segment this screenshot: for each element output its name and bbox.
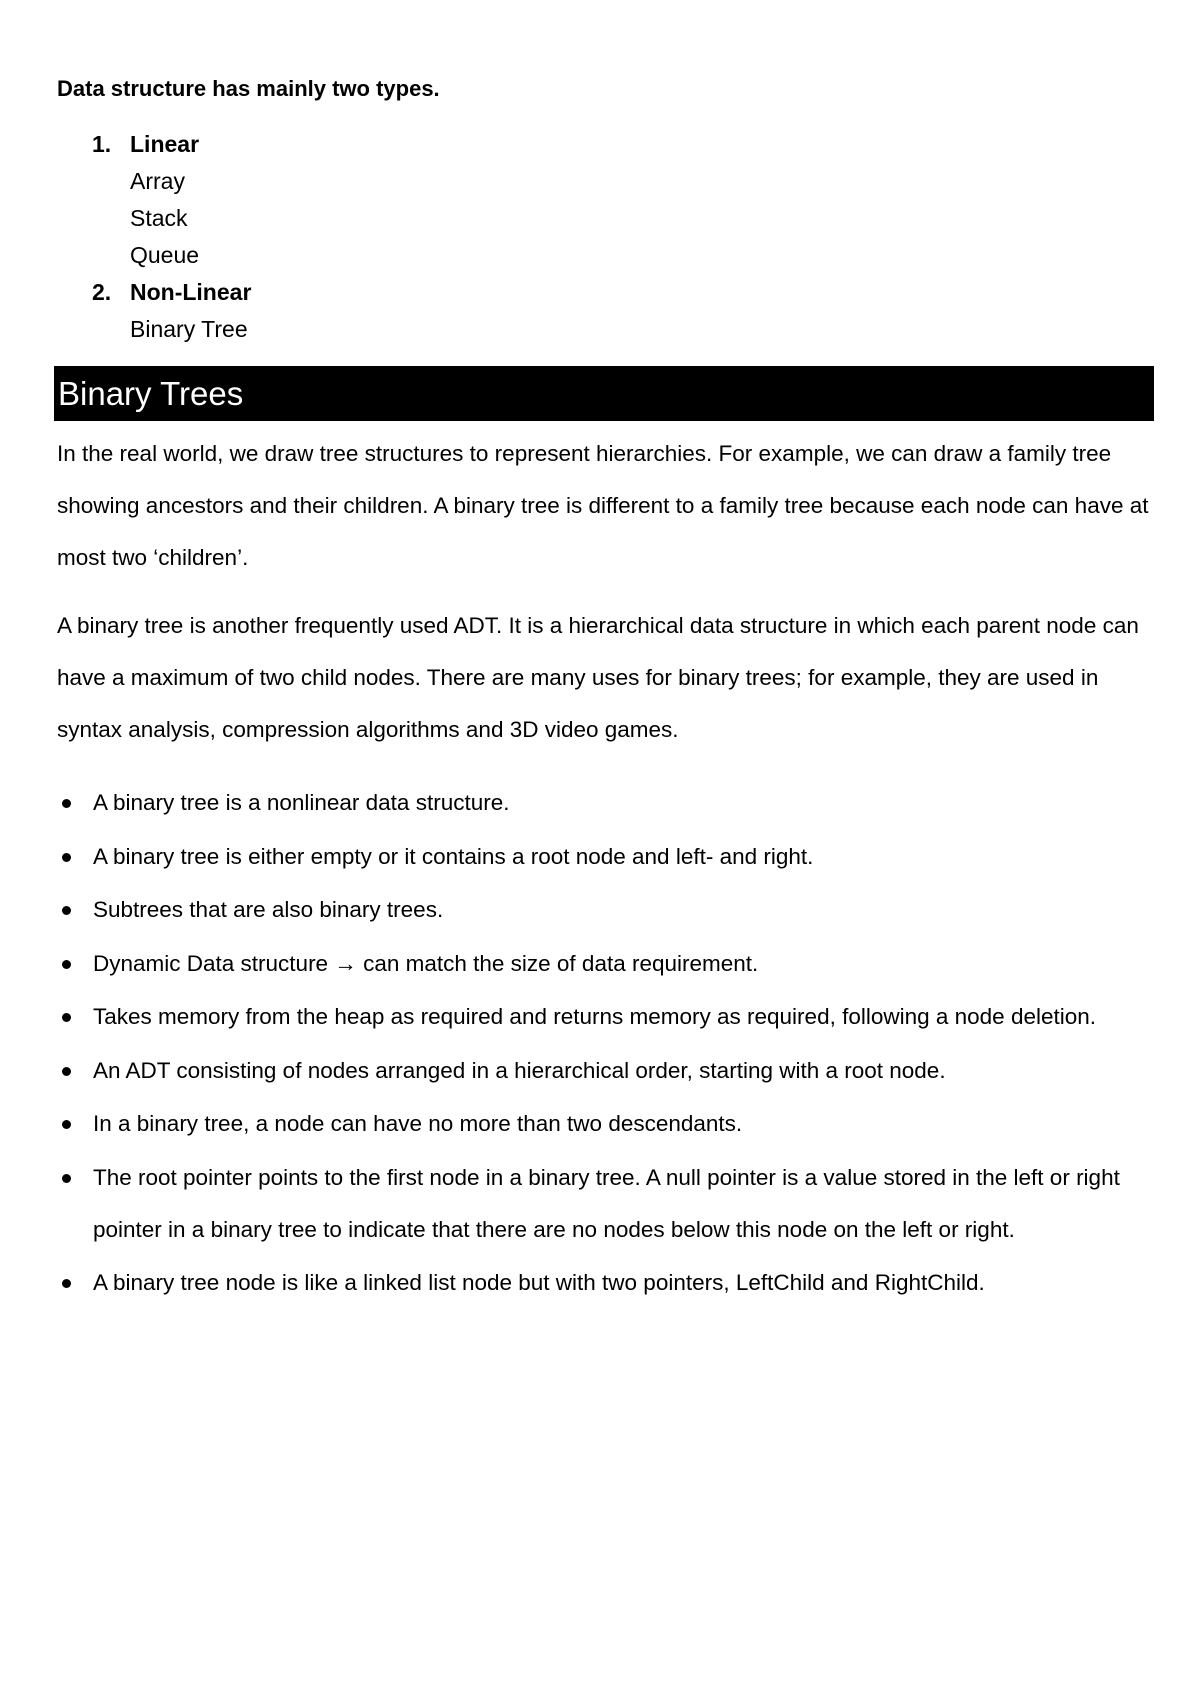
bullet-icon — [62, 853, 71, 862]
list-item — [57, 938, 1157, 990]
bullet-icon — [62, 906, 71, 915]
type-name: Linear — [130, 131, 200, 157]
list-item-text: Subtrees that are also binary trees. — [93, 897, 444, 922]
type-example: Stack — [130, 205, 188, 231]
bullet-icon — [62, 1067, 71, 1076]
list-item-text: Takes memory from the heap as required and returns memory as required, following a node deletion. — [93, 1004, 1097, 1029]
list-item-text: An ADT consisting of nodes arranged in a hierarchical order, starting with a root node. — [93, 1057, 946, 1083]
bullet-icon — [62, 1013, 71, 1022]
type-example: Queue — [130, 242, 200, 268]
data-structure-types-list — [92, 126, 251, 348]
bullet-icon — [62, 799, 71, 808]
bullet-icon — [62, 1174, 71, 1183]
list-item — [57, 831, 1157, 883]
type-example: Binary Tree — [130, 316, 248, 342]
list-item — [57, 1045, 1157, 1097]
type-number: 2. — [92, 279, 112, 305]
type-name: Non-Linear — [130, 279, 252, 305]
list-item-text: A binary tree is a nonlinear data structure. — [93, 790, 510, 815]
type-number: 1. — [92, 131, 112, 157]
list-item — [57, 1098, 1157, 1150]
type-example: Array — [130, 168, 185, 194]
list-item — [57, 991, 1157, 1043]
bullet-icon — [62, 1120, 71, 1129]
type-non-linear — [92, 274, 251, 348]
type-linear — [92, 126, 251, 274]
list-item — [57, 884, 1157, 936]
list-item-text: In a binary tree, a node can have no more than two descendants. — [93, 1111, 743, 1136]
list-item-text: A binary tree node is like a linked list node but with two pointers, LeftChild and RightChild. — [93, 1270, 985, 1295]
bullet-icon — [62, 1279, 71, 1288]
list-item-text: A binary tree is either empty or it contains a root node and left- and right. — [93, 843, 814, 869]
section-heading-bar — [54, 366, 1154, 421]
paragraph: A binary tree is another frequently used ADT. It is a hierarchical data structure in which each parent node can have a maximum of two child nodes. There are many uses for binary trees; for example, they are used in syntax analysis, compression algorithms and 3D video games. — [57, 613, 1139, 742]
intro-heading: Data structure has mainly two types. — [57, 76, 440, 101]
list-item — [57, 1257, 1157, 1309]
bullet-list — [57, 777, 1157, 1311]
section-title: Binary Trees — [58, 375, 244, 412]
paragraph: In the real world, we draw tree structures to represent hierarchies. For example, we can draw a family tree showing ancestors and their children. A binary tree is different to a family tree because each node can have at most two ‘children’. — [57, 441, 1149, 570]
list-item — [57, 1152, 1157, 1256]
list-item — [57, 777, 1157, 829]
bullet-icon — [62, 960, 71, 969]
list-item-text: The root pointer points to the first node in a binary tree. A null pointer is a value stored in the left or right pointer in a binary tree to indicate that there are no nodes below this node on the left or right. — [93, 1164, 1120, 1242]
list-item-text: Dynamic Data structure → can match the size of data requirement. — [93, 950, 759, 976]
